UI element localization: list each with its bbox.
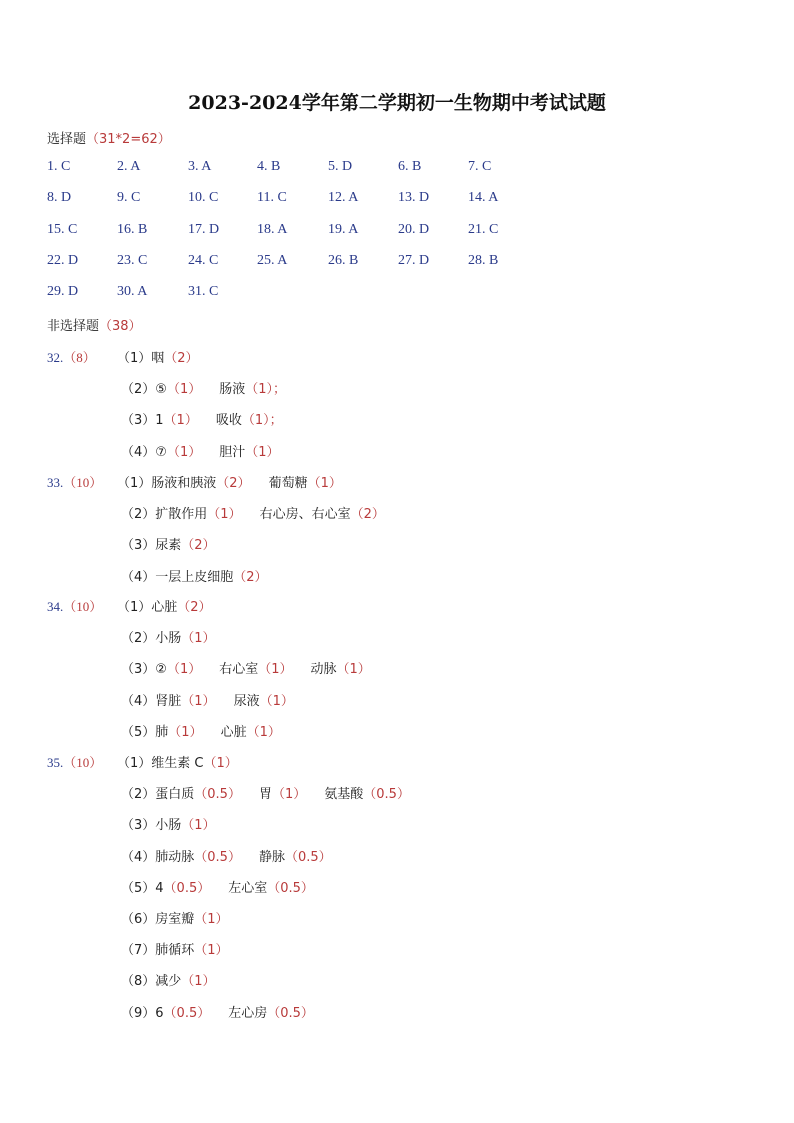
answer-line [121, 783, 410, 802]
mc-answer: 5. D [328, 159, 353, 174]
answer-text: （3）② [121, 662, 167, 678]
mc-answer: 26. B [328, 253, 359, 268]
answer-text: 葡萄糖 [268, 476, 308, 491]
answer-score: （1） [166, 444, 202, 460]
mc-section-score: （31*2=62） [86, 132, 171, 147]
answer-line [121, 939, 229, 958]
answer-line [117, 596, 212, 615]
answer-score: （0.5） [267, 880, 314, 896]
answer-score: （1） [246, 724, 281, 740]
answer-text: （2）蛋白质 [121, 787, 195, 803]
answer-line [117, 347, 199, 366]
answer-line [121, 503, 385, 522]
answer-score: （1） [194, 912, 229, 927]
mc-answer: 9. C [117, 190, 141, 205]
answer-score: （1） [181, 818, 216, 834]
question-number [47, 752, 102, 771]
answer-score: （1） [168, 724, 203, 740]
question-points: （8） [63, 350, 96, 365]
mc-answer: 29. D [47, 284, 79, 299]
answer-score: （1） [271, 787, 307, 803]
answer-score: （1） [166, 662, 202, 678]
mc-answer: 18. A [257, 222, 288, 237]
answer-line [121, 814, 216, 833]
answer-text: （4）肾脏 [121, 693, 182, 709]
answer-score: （1） [181, 974, 216, 990]
answer-score: （1） [166, 382, 202, 398]
mc-answer: 21. C [468, 222, 499, 237]
answer-score: （0.5） [194, 849, 241, 865]
mc-answer: 3. A [188, 159, 212, 174]
answer-text: 氨基酸 [324, 787, 364, 803]
mc-answer: 4. B [257, 159, 281, 174]
answer-text: （1）肠液和胰液 [117, 476, 217, 491]
answer-text: （4）⑦ [121, 444, 167, 460]
mc-answer: 11. C [257, 190, 287, 205]
answer-text: （9）6 [121, 1005, 164, 1021]
nonmc-section-heading [47, 315, 142, 334]
question-number [47, 596, 102, 615]
answer-text: 胃 [258, 787, 272, 803]
mc-answer: 2. A [117, 159, 141, 174]
answer-line [117, 752, 238, 771]
mc-answer: 12. A [328, 190, 359, 205]
answer-line [121, 627, 216, 646]
answer-text: 心脏 [220, 724, 247, 740]
answer-text: （8）减少 [121, 974, 182, 990]
answer-text: （5）4 [121, 880, 164, 896]
answer-text: 右心室 [219, 662, 259, 678]
answer-text: 右心房、右心室 [259, 507, 351, 523]
answer-text: 静脉 [258, 849, 285, 865]
answer-score: （1） [203, 756, 238, 771]
answer-score: （2） [164, 351, 199, 366]
answer-score: （0.5） [163, 1005, 211, 1021]
answer-score: （1） [163, 413, 198, 429]
answer-text: 尿液 [233, 693, 260, 709]
mc-answer: 20. D [398, 222, 430, 237]
answer-score: （0.5） [194, 787, 241, 803]
answer-line [121, 378, 286, 397]
answer-text: 吸收 [215, 413, 242, 429]
answer-text: 左心房 [228, 1005, 268, 1021]
answer-score: （0.5） [163, 880, 211, 896]
answer-text: （4）肺动脉 [121, 849, 195, 865]
mc-answer: 23. C [117, 253, 148, 268]
answer-text: （2）扩散作用 [121, 507, 208, 523]
mc-answer: 13. D [398, 190, 430, 205]
answer-line [121, 690, 294, 709]
answer-line [121, 721, 281, 740]
question-number-label: 34. [47, 599, 64, 614]
question-points: （10） [63, 755, 103, 770]
mc-section-label: 选择题 [47, 132, 87, 147]
answer-line [121, 877, 314, 896]
answer-line [121, 1002, 314, 1021]
nonmc-section-label: 非选择题 [47, 319, 100, 334]
answer-text: （6）房室瓣 [121, 912, 195, 927]
answer-score: （2） [177, 600, 212, 615]
answer-score: （1） [307, 476, 342, 491]
question-number-label: 32. [47, 350, 64, 365]
mc-answer: 17. D [188, 222, 220, 237]
mc-answer: 10. C [188, 190, 219, 205]
answer-score: （1）； [241, 413, 283, 429]
answer-score: （2） [216, 476, 251, 491]
question-points: （10） [63, 475, 103, 490]
mc-answer: 28. B [468, 253, 499, 268]
mc-answer: 25. A [257, 253, 288, 268]
answer-line [117, 472, 342, 491]
mc-answer: 22. D [47, 253, 79, 268]
nonmc-section-score: （38） [99, 319, 142, 334]
answer-text: （2）小肠 [121, 631, 182, 647]
answer-text: （3）尿素 [121, 538, 182, 554]
mc-answer: 31. C [188, 284, 219, 299]
mc-answer: 16. B [117, 222, 148, 237]
answer-text: 胆汁 [219, 444, 246, 460]
answer-text: 动脉 [310, 662, 337, 678]
answer-line [121, 534, 216, 553]
answer-text: （1）咽 [117, 351, 165, 366]
mc-answer: 7. C [468, 159, 492, 174]
answer-score: （0.5） [363, 787, 410, 803]
answer-score: （1） [207, 507, 242, 523]
mc-answer: 24. C [188, 253, 219, 268]
mc-answer: 14. A [468, 190, 499, 205]
answer-score: （1） [194, 943, 229, 959]
page-title: 2023-2024学年第二学期初一生物期中考试试题 [188, 92, 606, 114]
mc-answer: 19. A [328, 222, 359, 237]
mc-answer: 6. B [398, 159, 422, 174]
answer-score: （1） [245, 444, 280, 460]
answer-line [121, 846, 332, 865]
answer-score: （0.5） [284, 849, 332, 865]
answer-score: （1） [181, 631, 216, 647]
answer-text: （1）维生素 C [117, 756, 204, 771]
mc-answer: 27. D [398, 253, 430, 268]
question-number-label: 35. [47, 755, 64, 770]
answer-text: 肠液 [219, 382, 246, 398]
question-number-label: 33. [47, 475, 64, 490]
answer-score: （1） [336, 662, 371, 678]
answer-score: （1）； [245, 382, 287, 398]
answer-text: 左心室 [228, 880, 268, 896]
mc-answer: 15. C [47, 222, 78, 237]
answer-text: （5）肺 [121, 724, 169, 740]
answer-score: （2） [233, 569, 268, 585]
answer-text: （7）肺循环 [121, 943, 195, 959]
answer-text: （3）1 [121, 413, 164, 429]
answer-line [121, 566, 268, 585]
question-number [47, 347, 96, 366]
answer-text: （1）心脏 [117, 600, 178, 615]
answer-text: （3）小肠 [121, 818, 182, 834]
answer-score: （1） [181, 693, 216, 709]
answer-line [121, 908, 229, 927]
mc-answer: 8. D [47, 190, 72, 205]
answer-line [121, 658, 371, 677]
answer-score: （0.5） [267, 1005, 314, 1021]
question-points: （10） [63, 599, 103, 614]
answer-text: （2）⑤ [121, 382, 167, 398]
answer-score: （2） [350, 507, 385, 523]
answer-score: （1） [258, 662, 293, 678]
answer-score: （1） [259, 693, 294, 709]
answer-line [121, 970, 216, 989]
question-number [47, 472, 102, 491]
mc-section-heading [47, 128, 171, 147]
answer-line [121, 441, 280, 460]
answer-line [121, 409, 283, 428]
answer-score: （2） [181, 538, 216, 554]
answer-text: （4）一层上皮细胞 [121, 569, 234, 585]
mc-answer: 1. C [47, 159, 71, 174]
mc-answer: 30. A [117, 284, 148, 299]
